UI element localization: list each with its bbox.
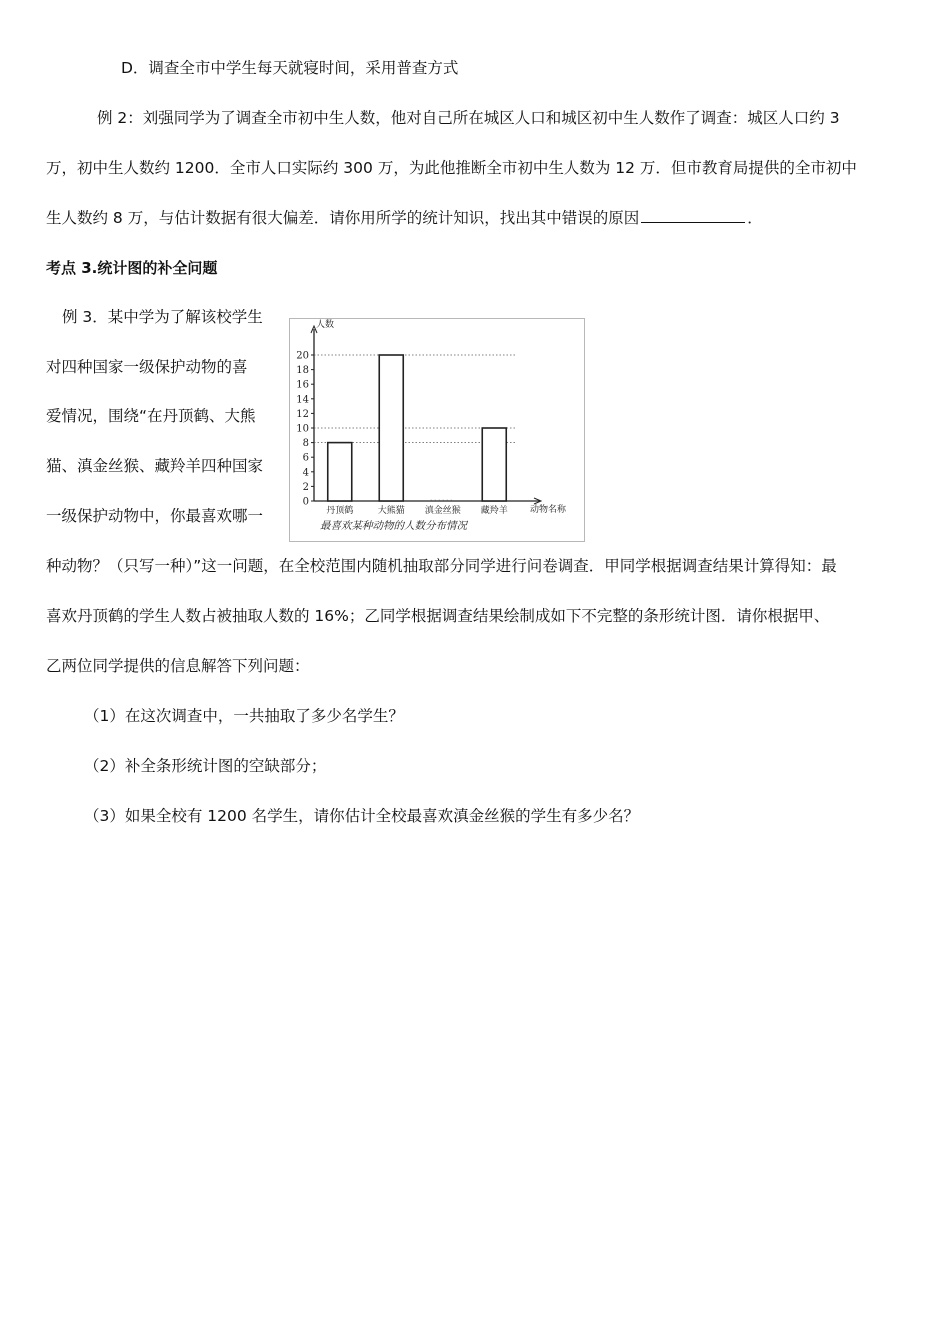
- chart-y-axis-label: 人数: [316, 320, 335, 330]
- answer-blank[interactable]: [641, 208, 745, 223]
- example3-wrap-line: 对四种国家一级保护动物的喜: [46, 358, 248, 376]
- chart-y-tick-label: 18: [296, 365, 309, 377]
- question-3: （3）如果全校有 1200 名学生，请你估计全校最喜欢滇金丝猴的学生有多少名？: [84, 807, 640, 825]
- example3-wrap-line: 猫、滇金丝猴、藏羚羊四种国家: [46, 457, 264, 475]
- chart-y-tick-label: 14: [296, 394, 309, 406]
- example2-line3-text: 生人数约 8 万，与估计数据有很大偏差．请你用所学的统计知识，找出其中错误的原因: [46, 209, 640, 227]
- chart-x-axis-label: 动物名称: [530, 505, 567, 515]
- question-2: （2）补全条形统计图的空缺部分；: [84, 757, 327, 775]
- chart-category-label: 大熊猫: [377, 506, 405, 516]
- example2-line1: 例 2：刘强同学为了调查全市初中生人数，他对自己所在城区人口和城区初中生人数作了调查：城区人口约 3: [97, 109, 840, 127]
- example3-wrap-line: 例 3．某中学为了解该校学生: [62, 308, 263, 326]
- chart-category-label: 滇金丝猴: [424, 506, 461, 516]
- chart-bar: [328, 443, 352, 501]
- chart-bar: [482, 428, 506, 501]
- example2-line3-end: ．: [747, 209, 763, 227]
- chart-y-tick-label: 12: [296, 408, 309, 420]
- example3-wrap-line: 一级保护动物中，你最喜欢哪一: [46, 507, 264, 525]
- example3-full-line: 乙两位同学提供的信息解答下列问题：: [46, 657, 310, 675]
- chart-y-tick-label: 16: [296, 379, 309, 391]
- chart-y-tick-label: 8: [302, 438, 309, 450]
- example2-line2: 万，初中生人数约 1200．全市人口实际约 300 万，为此他推断全市初中生人数为 12 万．但市教育局提供的全市初中: [46, 159, 857, 177]
- example3-wrap-line: 爱情况，围绕“在丹顶鹤、大熊: [46, 407, 256, 425]
- chart-y-tick-label: 6: [302, 452, 309, 464]
- chart-category-label: 藏羚羊: [480, 506, 508, 516]
- chart-bar: [379, 355, 403, 501]
- chart-y-tick-label: 0: [302, 496, 309, 508]
- question-1: （1）在这次调查中，一共抽取了多少名学生？: [84, 707, 404, 725]
- chart-title: 最喜欢某种动物的人数分布情况: [320, 520, 467, 532]
- chart-y-tick-label: 20: [296, 350, 309, 362]
- chart-y-tick-label: 4: [302, 467, 309, 479]
- chart-y-tick-label: 10: [296, 423, 309, 435]
- bar-chart-svg: [290, 319, 584, 541]
- section-heading: 考点 3.统计图的补全问题: [46, 259, 218, 277]
- example3-full-line: 种动物？（只写一种）”这一问题，在全校范围内随机抽取部分同学进行问卷调查．甲同学根据调查结果计算得知：最: [46, 557, 837, 575]
- option-d: D．调查全市中学生每天就寝时间，采用普查方式: [121, 59, 459, 77]
- chart-y-tick-label: 2: [302, 481, 309, 493]
- example2-line3: [46, 208, 763, 228]
- chart-category-label: 丹顶鹤: [326, 506, 354, 516]
- bar-chart: [289, 318, 585, 542]
- example3-full-line: 喜欢丹顶鹤的学生人数占被抽取人数的 16%；乙同学根据调查结果绘制成如下不完整的条形统计图．请你根据甲、: [46, 607, 830, 625]
